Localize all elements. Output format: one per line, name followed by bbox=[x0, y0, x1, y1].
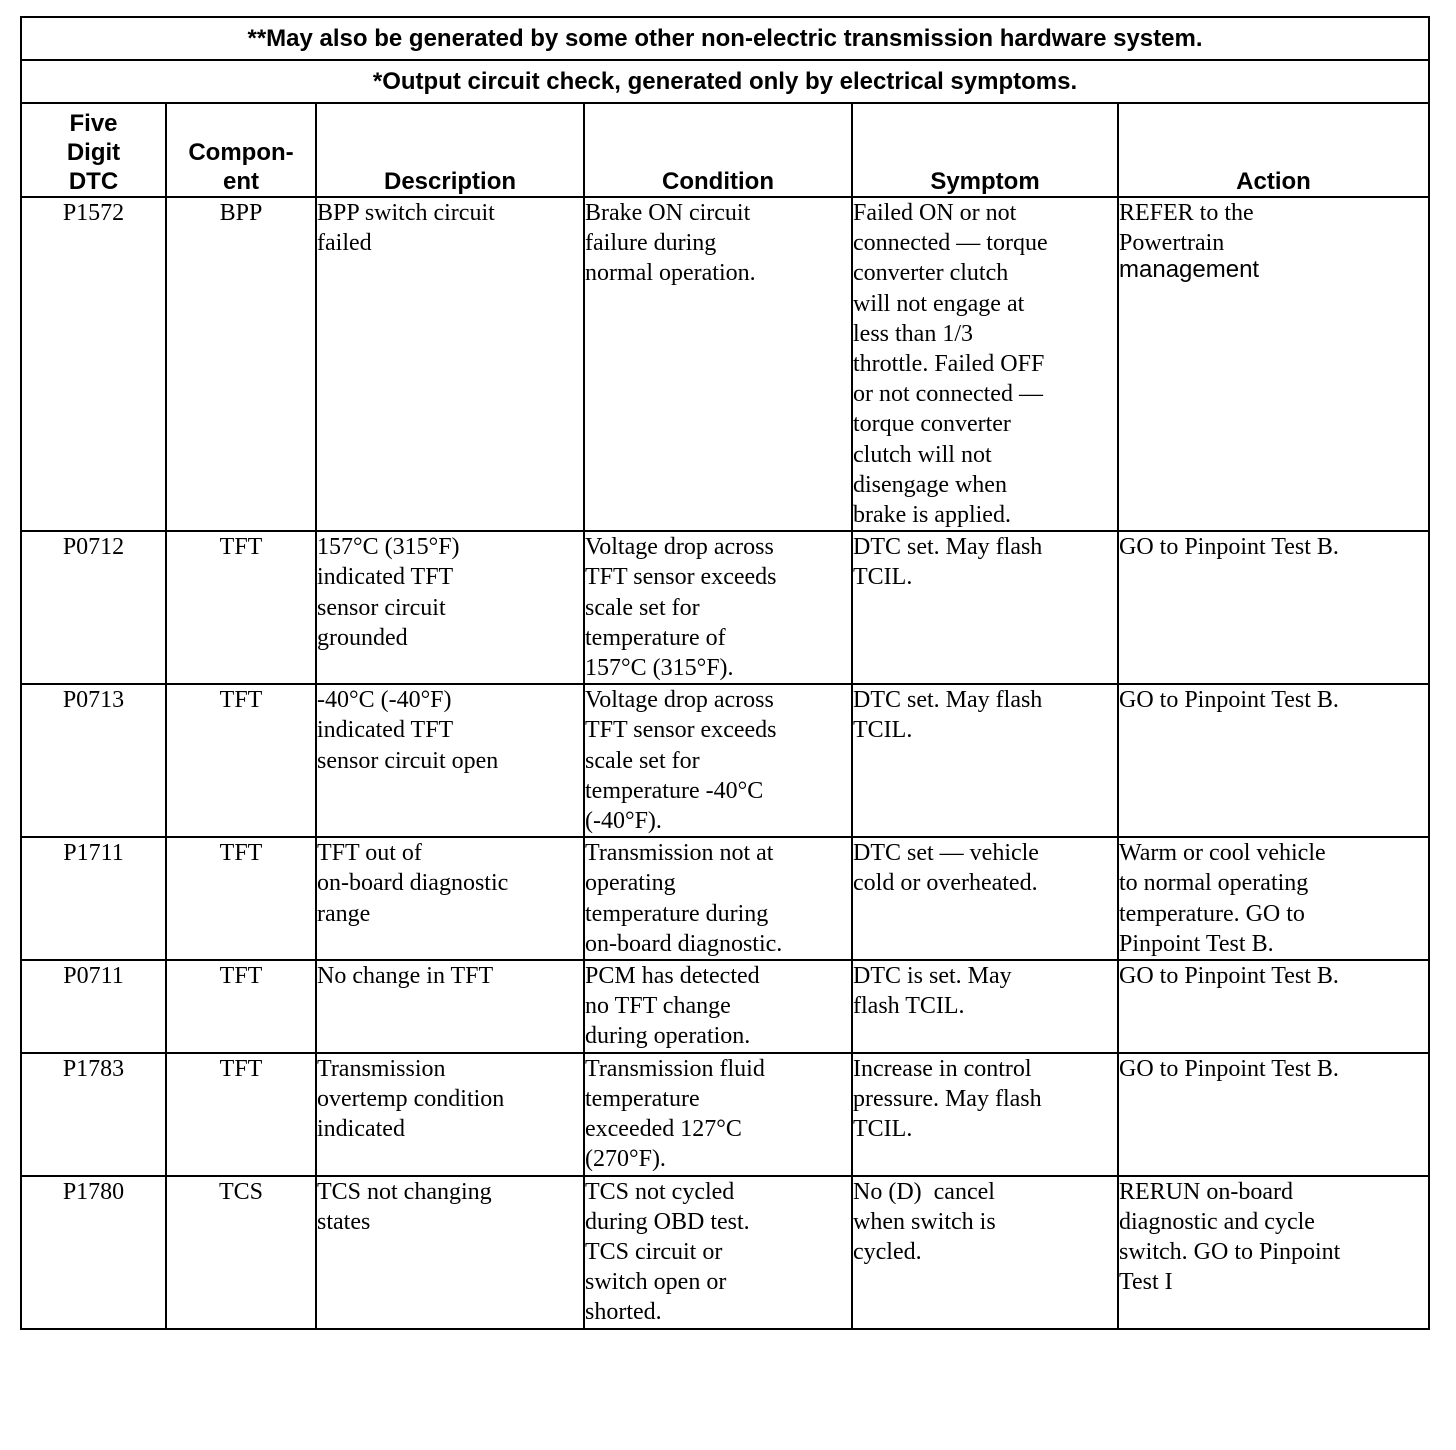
condition bbox=[584, 837, 852, 960]
action bbox=[1118, 684, 1429, 837]
description-line: TCS not changing bbox=[317, 1178, 492, 1205]
condition-line: during OBD test. bbox=[585, 1208, 750, 1235]
symptom-line: TCIL. bbox=[853, 1116, 913, 1143]
condition-line: during operation. bbox=[585, 1023, 751, 1050]
condition-line: Transmission not at bbox=[585, 840, 774, 867]
component: TFT bbox=[166, 1053, 316, 1176]
description-line: grounded bbox=[317, 624, 408, 651]
symptom-line: clutch will not bbox=[853, 441, 992, 468]
condition bbox=[584, 531, 852, 684]
description bbox=[316, 197, 584, 531]
condition-line: TFT sensor exceeds bbox=[585, 564, 777, 591]
action-line: switch. GO to Pinpoint bbox=[1119, 1238, 1341, 1265]
header-dtc-line: Digit bbox=[66, 139, 121, 166]
dtc-code: P0712 bbox=[21, 531, 166, 684]
condition-line: temperature -40°C bbox=[585, 777, 764, 804]
header-row bbox=[21, 103, 1429, 197]
dtc-code: P1780 bbox=[21, 1176, 166, 1329]
symptom bbox=[852, 1053, 1118, 1176]
symptom bbox=[852, 684, 1118, 837]
condition-line: no TFT change bbox=[585, 993, 731, 1020]
header-dtc-line: Five bbox=[69, 110, 118, 137]
description-line: TFT out of bbox=[317, 840, 422, 867]
condition-line: (270°F). bbox=[585, 1146, 666, 1173]
description bbox=[316, 684, 584, 837]
description-line: states bbox=[317, 1208, 371, 1235]
symptom-line: disengage when bbox=[853, 471, 1007, 498]
action bbox=[1118, 197, 1429, 531]
header-description: Description bbox=[316, 103, 584, 197]
description-line: No change in TFT bbox=[317, 963, 494, 990]
dtc-code: P1572 bbox=[21, 197, 166, 531]
condition bbox=[584, 1053, 852, 1176]
description-line: Transmission bbox=[317, 1055, 446, 1082]
action-line: REFER to the bbox=[1119, 200, 1254, 226]
action-line: Pinpoint Test B. bbox=[1119, 930, 1274, 957]
condition-line: operating bbox=[585, 870, 676, 897]
action bbox=[1118, 960, 1429, 1053]
symptom-line: DTC set — vehicle bbox=[853, 840, 1039, 867]
table-row bbox=[21, 531, 1429, 684]
dtc-code: P0711 bbox=[21, 960, 166, 1053]
note-hardware: **May also be generated by some other non-electric transmission hardware system. bbox=[21, 17, 1429, 60]
table-row bbox=[21, 1176, 1429, 1329]
symptom-line: cold or overheated. bbox=[853, 870, 1038, 897]
condition-line: Voltage drop across bbox=[585, 687, 774, 714]
condition-line: scale set for bbox=[585, 594, 700, 621]
description-line: 157°C (315°F) bbox=[317, 534, 460, 561]
symptom bbox=[852, 837, 1118, 960]
condition-line: TCS circuit or bbox=[585, 1238, 723, 1265]
description-line: overtemp condition bbox=[317, 1085, 505, 1112]
description-line: -40°C (-40°F) bbox=[317, 687, 452, 714]
symptom-line: brake is applied. bbox=[853, 502, 1011, 529]
component: TFT bbox=[166, 684, 316, 837]
condition-line: 157°C (315°F). bbox=[585, 655, 734, 682]
symptom-line: will not engage at bbox=[853, 290, 1025, 317]
description-line: BPP switch circuit bbox=[317, 200, 495, 226]
header-dtc bbox=[21, 103, 166, 197]
condition-line: temperature of bbox=[585, 624, 726, 651]
condition-line: Voltage drop across bbox=[585, 534, 774, 561]
description-line: indicated TFT bbox=[317, 717, 454, 744]
symptom-line: DTC set. May flash bbox=[853, 534, 1043, 561]
description-line: on-board diagnostic bbox=[317, 870, 509, 897]
dtc-table bbox=[20, 16, 1430, 1330]
condition bbox=[584, 960, 852, 1053]
symptom-line: Failed ON or not bbox=[853, 200, 1017, 226]
table-row bbox=[21, 197, 1429, 531]
condition-line: Transmission fluid bbox=[585, 1055, 765, 1082]
description-line: sensor circuit open bbox=[317, 747, 499, 774]
description-line: sensor circuit bbox=[317, 594, 446, 621]
header-component-line: Compon- bbox=[188, 139, 294, 166]
header-action: Action bbox=[1118, 103, 1429, 197]
symptom-line: throttle. Failed OFF bbox=[853, 351, 1045, 378]
dtc-code: P1783 bbox=[21, 1053, 166, 1176]
condition-line: failure during bbox=[585, 230, 717, 257]
symptom-line: or not connected — bbox=[853, 381, 1043, 408]
condition bbox=[584, 1176, 852, 1329]
header-condition: Condition bbox=[584, 103, 852, 197]
header-component bbox=[166, 103, 316, 197]
condition bbox=[584, 197, 852, 531]
action-line: Test I bbox=[1119, 1269, 1173, 1296]
symptom-line: connected — torque bbox=[853, 230, 1048, 257]
symptom bbox=[852, 197, 1118, 531]
symptom-line: DTC is set. May bbox=[853, 963, 1012, 990]
condition-line: exceeded 127°C bbox=[585, 1116, 742, 1143]
action bbox=[1118, 837, 1429, 960]
note-output-circuit: *Output circuit check, generated only by electrical symptoms. bbox=[21, 60, 1429, 103]
symptom-line: less than 1/3 bbox=[853, 320, 973, 347]
symptom bbox=[852, 1176, 1118, 1329]
symptom bbox=[852, 960, 1118, 1053]
description-line: failed bbox=[317, 230, 372, 257]
description bbox=[316, 960, 584, 1053]
description-line: indicated TFT bbox=[317, 564, 454, 591]
table-row bbox=[21, 960, 1429, 1053]
description bbox=[316, 1053, 584, 1176]
component: BPP bbox=[166, 197, 316, 531]
condition-line: (-40°F). bbox=[585, 808, 662, 835]
action-line: RERUN on-board bbox=[1119, 1178, 1293, 1205]
header-symptom: Symptom bbox=[852, 103, 1118, 197]
symptom bbox=[852, 531, 1118, 684]
symptom-line: cycled. bbox=[853, 1238, 922, 1265]
condition-line: on-board diagnostic. bbox=[585, 930, 783, 957]
symptom-line: DTC set. May flash bbox=[853, 687, 1043, 714]
action-line: GO to Pinpoint Test B. bbox=[1119, 534, 1339, 561]
condition-line: TCS not cycled bbox=[585, 1178, 735, 1205]
table-row bbox=[21, 684, 1429, 837]
action-line: Powertrain bbox=[1119, 230, 1225, 257]
dtc-code: P1711 bbox=[21, 837, 166, 960]
table-row bbox=[21, 1053, 1429, 1176]
action-line: temperature. GO to bbox=[1119, 900, 1305, 927]
action-line: diagnostic and cycle bbox=[1119, 1208, 1315, 1235]
symptom-line: pressure. May flash bbox=[853, 1085, 1042, 1112]
symptom-line: TCIL. bbox=[853, 717, 913, 744]
symptom-line: No (D) cancel bbox=[853, 1178, 995, 1205]
condition-line: shorted. bbox=[585, 1299, 662, 1326]
description bbox=[316, 531, 584, 684]
condition-line: switch open or bbox=[585, 1269, 727, 1296]
header-dtc-line: DTC bbox=[68, 168, 119, 195]
component: TFT bbox=[166, 837, 316, 960]
table-row bbox=[21, 837, 1429, 960]
component: TFT bbox=[166, 531, 316, 684]
symptom-line: torque converter bbox=[853, 411, 1011, 438]
symptom-line: when switch is bbox=[853, 1208, 996, 1235]
dtc-code: P0713 bbox=[21, 684, 166, 837]
action bbox=[1118, 1053, 1429, 1176]
condition bbox=[584, 684, 852, 837]
component: TCS bbox=[166, 1176, 316, 1329]
action-line: GO to Pinpoint Test B. bbox=[1119, 687, 1339, 714]
action-line: GO to Pinpoint Test B. bbox=[1119, 1055, 1339, 1082]
component: TFT bbox=[166, 960, 316, 1053]
description-line: indicated bbox=[317, 1116, 405, 1143]
header-component-line: ent bbox=[223, 168, 259, 195]
symptom-line: Increase in control bbox=[853, 1055, 1032, 1082]
action-line: management bbox=[1119, 256, 1260, 284]
action bbox=[1118, 531, 1429, 684]
condition-line: Brake ON circuit bbox=[585, 200, 751, 226]
symptom-line: converter clutch bbox=[853, 260, 1009, 287]
condition-line: TFT sensor exceeds bbox=[585, 717, 777, 744]
action-line: Warm or cool vehicle bbox=[1119, 840, 1326, 867]
description bbox=[316, 837, 584, 960]
condition-line: PCM has detected bbox=[585, 963, 760, 990]
action bbox=[1118, 1176, 1429, 1329]
condition-line: temperature during bbox=[585, 900, 769, 927]
symptom-line: flash TCIL. bbox=[853, 993, 965, 1020]
symptom-line: TCIL. bbox=[853, 564, 913, 591]
action-line: to normal operating bbox=[1119, 870, 1309, 897]
description bbox=[316, 1176, 584, 1329]
action-line: GO to Pinpoint Test B. bbox=[1119, 963, 1339, 990]
condition-line: normal operation. bbox=[585, 260, 756, 287]
note-row-1 bbox=[21, 17, 1429, 60]
condition-line: temperature bbox=[585, 1085, 700, 1112]
note-row-2 bbox=[21, 60, 1429, 103]
description-line: range bbox=[317, 900, 371, 927]
condition-line: scale set for bbox=[585, 747, 700, 774]
